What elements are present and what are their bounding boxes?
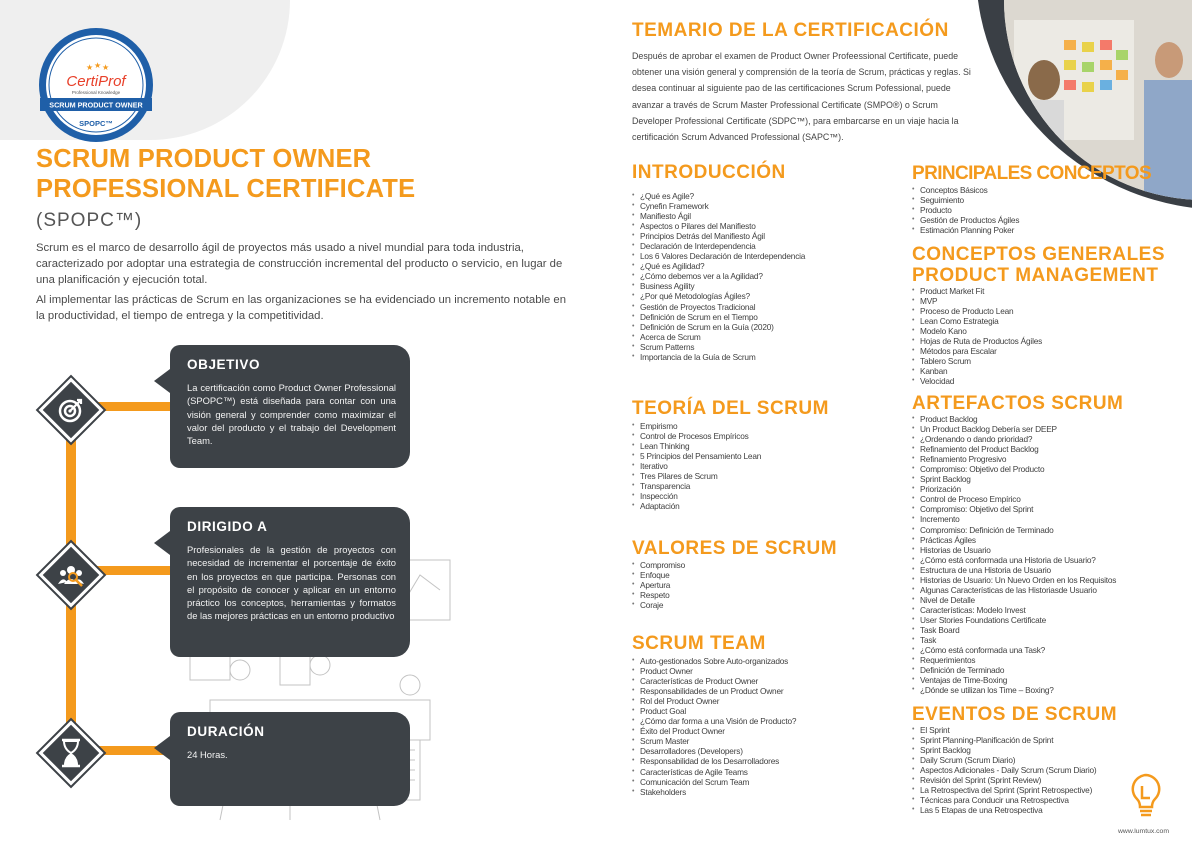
list-item: • Coraje xyxy=(632,600,685,610)
list-item: • Scrum Patterns xyxy=(632,342,805,352)
svg-text:SCRUM PRODUCT OWNER: SCRUM PRODUCT OWNER xyxy=(49,100,143,110)
list-item: • ¿Qué es Agilidad? xyxy=(632,261,805,271)
list-item: • Cynefin Framework xyxy=(632,201,805,211)
list-item: • Características de Agile Teams xyxy=(632,767,796,777)
list-item: • Enfoque xyxy=(632,570,685,580)
card-title: DURACIÓN xyxy=(187,724,265,739)
section-title-artefactos: ARTEFACTOS SCRUM xyxy=(912,393,1124,414)
generales-line-1: CONCEPTOS GENERALES xyxy=(912,244,1166,265)
list-item: • Business Agility xyxy=(632,281,805,291)
list-item: • Técnicas para Conducir una Retrospectiva xyxy=(912,795,1096,805)
list-item: • ¿Por qué Metodologías Ágiles? xyxy=(632,291,805,301)
svg-text:★: ★ xyxy=(102,63,110,72)
list-item: • Características de Product Owner xyxy=(632,676,796,686)
list-item: • Métodos para Escalar xyxy=(912,346,1042,356)
list-item: • Stakeholders xyxy=(632,787,796,797)
list-item: • Comunicación del Scrum Team xyxy=(632,777,796,787)
list-item: • Sprint Planning-Planificación de Sprint xyxy=(912,735,1096,745)
list-item: • 5 Principios del Pensamiento Lean xyxy=(632,451,761,461)
list-item: • Kanban xyxy=(912,366,1042,376)
list-item: • Tres Pilares de Scrum xyxy=(632,471,761,481)
list-item: • Compromiso: Objetivo del Producto xyxy=(912,464,1116,474)
list-item: • ¿Dónde se utilizan los Time – Boxing? xyxy=(912,685,1116,695)
certiprof-badge xyxy=(36,26,156,144)
list-item: • Velocidad xyxy=(912,376,1042,386)
list-item: • Refinamiento Progresivo xyxy=(912,454,1116,464)
list-item: • Definición de Scrum en la Guía (2020) xyxy=(632,322,805,332)
list-item: • Task xyxy=(912,635,1116,645)
list-item: • Product Owner xyxy=(632,666,796,676)
list-item: • Compromiso xyxy=(632,560,685,570)
section-title-team: SCRUM TEAM xyxy=(632,633,766,654)
list-item: • Control de Proceso Empírico xyxy=(912,494,1116,504)
list-item: • Gestión de Proyectos Tradicional xyxy=(632,302,805,312)
hourglass-icon xyxy=(51,733,91,773)
list-item: • Compromiso: Objetivo del Sprint xyxy=(912,504,1116,514)
list-item: • Éxito del Product Owner xyxy=(632,726,796,736)
list-eventos xyxy=(912,725,1096,815)
list-item: • Estructura de una Historia de Usuario xyxy=(912,565,1116,575)
list-item: • Producto xyxy=(912,205,1019,215)
list-item: • Revisión del Sprint (Sprint Review) xyxy=(912,775,1096,785)
title-line-1: SCRUM PRODUCT OWNER xyxy=(36,145,372,173)
list-item: • Transparencia xyxy=(632,481,761,491)
card-text: La certificación como Product Owner Professional (SPOPC™) está diseñada para contar con una visión general y comprender como maximizar el valor del producto y el trabajo del Development Team. xyxy=(187,382,396,447)
intro-paragraph-2: Al implementar las prácticas de Scrum en las organizaciones se ha evidenciado un incremento notable en la productividad, el tiempo de entrega y la competitividad. xyxy=(36,294,566,322)
list-item: • ¿Ordenando o dando prioridad? xyxy=(912,434,1116,444)
list-item: • Un Product Backlog Debería ser DEEP xyxy=(912,424,1116,434)
list-item: • Priorización xyxy=(912,484,1116,494)
list-item: • Acerca de Scrum xyxy=(632,332,805,342)
card-title: OBJETIVO xyxy=(187,357,261,372)
list-item: • Product Market Fit xyxy=(912,286,1042,296)
list-item: • Importancia de la Guía de Scrum xyxy=(632,352,805,362)
list-item: • Product Goal xyxy=(632,706,796,716)
list-item: • Product Backlog xyxy=(912,414,1116,424)
target-icon xyxy=(51,390,91,430)
audience-card xyxy=(170,507,410,657)
svg-text:PROFESSIONAL CERTIFICATE: ROFESSIONAL CERTIFICAT xyxy=(47,37,145,87)
list-item: • Adaptación xyxy=(632,501,761,511)
intro-paragraph-1: Scrum es el marco de desarrollo ágil de proyectos más usado a nivel mundial para toda industria, caracterizado por adoptar una estrategia de construcción incremental del producto o servicio, en lugar de una planificación y ejecución total. xyxy=(36,242,563,286)
list-teoria xyxy=(632,421,761,511)
svg-text:★: ★ xyxy=(94,61,102,70)
list-item: • Requerimientos xyxy=(912,655,1116,665)
list-item: • ¿Cómo debemos ver a la Agilidad? xyxy=(632,271,805,281)
card-text: 24 Horas. xyxy=(187,749,228,760)
list-item: • ¿Cómo dar forma a una Visión de Producto? xyxy=(632,716,796,726)
page-title xyxy=(36,144,556,204)
temario-title: TEMARIO DE LA CERTIFICACIÓN xyxy=(632,20,949,41)
website-url[interactable]: www.lumtux.com xyxy=(1118,828,1169,835)
list-item: • Gestión de Productos Ágiles xyxy=(912,215,1019,225)
list-item: • Rol del Product Owner xyxy=(632,696,796,706)
objective-card xyxy=(170,345,410,468)
list-item: • Daily Scrum (Scrum Diario) xyxy=(912,755,1096,765)
list-item: • Task Board xyxy=(912,625,1116,635)
list-item: • Control de Procesos Empíricos xyxy=(632,431,761,441)
list-item: • Empirismo xyxy=(632,421,761,431)
list-item: • Los 6 Valores Declaración de Interdependencia xyxy=(632,251,805,261)
list-generales xyxy=(912,286,1042,386)
list-item: • Tablero Scrum xyxy=(912,356,1042,366)
list-item: • Principios Detrás del Manifiesto Ágil xyxy=(632,231,805,241)
svg-text:★: ★ xyxy=(86,63,94,72)
list-item: • Historias de Usuario xyxy=(912,545,1116,555)
svg-text:CertiProf: CertiProf xyxy=(66,73,126,90)
list-item: • ¿Cómo está conformada una Task? xyxy=(912,645,1116,655)
list-item: • Aspectos Adicionales - Daily Scrum (Scrum Diario) xyxy=(912,765,1096,775)
list-item: • Lean Como Estrategia xyxy=(912,316,1042,326)
list-team xyxy=(632,656,796,797)
list-item: • User Stories Foundations Certificate xyxy=(912,615,1116,625)
list-item: • La Retrospectiva del Sprint (Sprint Retrospective) xyxy=(912,785,1096,795)
generales-line-2: PRODUCT MANAGEMENT xyxy=(912,265,1159,286)
section-title-eventos: EVENTOS DE SCRUM xyxy=(912,704,1118,725)
list-item: • Ventajas de Time-Boxing xyxy=(912,675,1116,685)
list-item: • MVP xyxy=(912,296,1042,306)
list-item: • Refinamiento del Product Backlog xyxy=(912,444,1116,454)
list-item: • Definición de Terminado xyxy=(912,665,1116,675)
list-item: • Aspectos o Pilares del Manifiesto xyxy=(632,221,805,231)
list-item: • Respeto xyxy=(632,590,685,600)
list-item: • Sprint Backlog xyxy=(912,745,1096,755)
list-item: • Estimación Planning Poker xyxy=(912,225,1019,235)
right-page xyxy=(596,0,1192,843)
temario-text: Después de aprobar el examen de Product Owner Profeessional Certificate, puede obtener una visión general y comprensión de la teoría de Scrum, prácticas y reglas. Si desea continuar al siguiente pao de las certificaciones Scrum Pofessional, puede avanzar a través de Scrum Master Professional Certificate (SMPO®) o Scrum Developer Professional Certificate (SDPC™), para embarcarse en un viaje hacia la certificación Scrum Advanced Professional (SAPC™). xyxy=(632,51,971,143)
list-item: • Sprint Backlog xyxy=(912,474,1116,484)
svg-text:Professional Knowledge: Professional Knowledge xyxy=(71,90,121,95)
list-valores xyxy=(632,560,685,610)
team-icon xyxy=(51,555,91,595)
list-item: • Las 5 Etapas de una Retrospectiva xyxy=(912,805,1096,815)
list-item: • Iterativo xyxy=(632,461,761,471)
list-item: • Prácticas Ágiles xyxy=(912,535,1116,545)
list-item: • Manifiesto Ágil xyxy=(632,211,805,221)
list-item: • El Sprint xyxy=(912,725,1096,735)
section-title-introduccion: INTRODUCCIÓN xyxy=(632,162,786,183)
list-item: • Declaración de Interdependencia xyxy=(632,241,805,251)
section-title-generales xyxy=(912,244,1165,286)
svg-text:SPOPC™: SPOPC™ xyxy=(79,119,113,128)
list-item: • Algunas Características de las Historiasde Usuario xyxy=(912,585,1116,595)
list-conceptos xyxy=(912,185,1019,235)
list-item: • Responsabilidades de un Product Owner xyxy=(632,686,796,696)
list-item: • Incremento xyxy=(912,514,1116,524)
list-item: • Responsabilidad de los Desarrolladores xyxy=(632,756,796,766)
list-item: • Lean Thinking xyxy=(632,441,761,451)
list-item: • Hojas de Ruta de Productos Ágiles xyxy=(912,336,1042,346)
list-item: • ¿Cómo está conformada una Historia de Usuario? xyxy=(912,555,1116,565)
list-item: • Conceptos Básicos xyxy=(912,185,1019,195)
card-title: DIRIGIDO A xyxy=(187,519,268,534)
section-title-teoria: TEORÍA DEL SCRUM xyxy=(632,398,829,419)
page-subtitle: (SPOPC™) xyxy=(36,210,143,231)
list-introduccion xyxy=(632,191,805,362)
list-item: • Auto-gestionados Sobre Auto-organizados xyxy=(632,656,796,666)
list-item: • Seguimiento xyxy=(912,195,1019,205)
title-line-2: PROFESSIONAL CERTIFICATE xyxy=(36,175,416,203)
list-item: • Scrum Master xyxy=(632,736,796,746)
list-item: • Apertura xyxy=(632,580,685,590)
list-item: • Características: Modelo Invest xyxy=(912,605,1116,615)
section-title-valores: VALORES DE SCRUM xyxy=(632,538,838,559)
list-item: • Nivel de Detalle xyxy=(912,595,1116,605)
list-artefactos xyxy=(912,414,1116,695)
lightbulb-logo-icon xyxy=(1126,772,1166,822)
list-item: • Inspección xyxy=(632,491,761,501)
list-item: • Modelo Kano xyxy=(912,326,1042,336)
list-item: • Compromiso: Definición de Terminado xyxy=(912,525,1116,535)
list-item: • Historias de Usuario: Un Nuevo Orden en los Requisitos xyxy=(912,575,1116,585)
list-item: • Proceso de Producto Lean xyxy=(912,306,1042,316)
card-text: Profesionales de la gestión de proyectos con necesidad de incrementar el porcentaje de éxito en los proyectos en que participa. Personas con el propósito de conocer y aplicar en un entorno práctico los conceptos, herramientas y formatos de las mejores prácticas en un entorno productivo xyxy=(187,544,396,622)
list-item: • Desarrolladores (Developers) xyxy=(632,746,796,756)
section-title-conceptos: PRINCIPALES CONCEPTOS xyxy=(912,163,1152,184)
list-item: • ¿Qué es Agile? xyxy=(632,191,805,201)
list-item: • Definición de Scrum en el Tiempo xyxy=(632,312,805,322)
duration-card xyxy=(170,712,410,806)
